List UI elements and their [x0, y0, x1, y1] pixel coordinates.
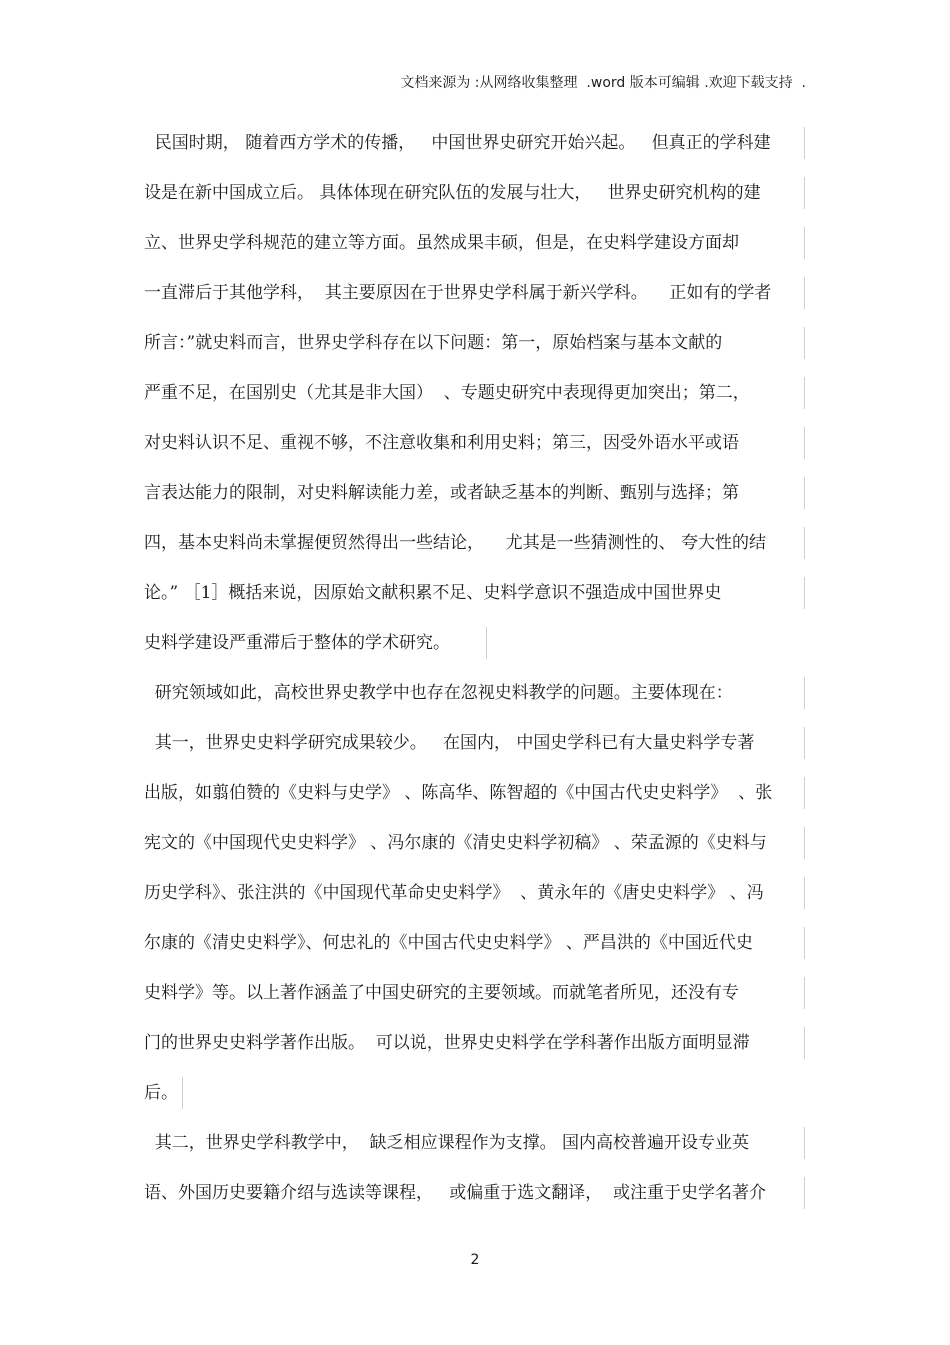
text-line: 其一，世界史史料学研究成果较少。 在国内， 中国史学科已有大量史料学专著: [144, 723, 806, 773]
text-line: 严重不足，在国别史（尤其是非大国） 、专题史研究中表现得更加突出；第二，: [144, 373, 806, 423]
text-line: 一直滞后于其他学科， 其主要原因在于世界史学科属于新兴学科。 正如有的学者: [144, 273, 806, 323]
text-line: 立、世界史学科规范的建立等方面。虽然成果丰硕，但是，在史料学建设方面却: [144, 223, 806, 273]
text-line: 言表达能力的限制，对史料解读能力差，或者缺乏基本的判断、甄别与选择；第: [144, 473, 806, 523]
text-line: 史料学建设严重滞后于整体的学术研究。: [144, 623, 806, 673]
text-line: 对史料认识不足、重视不够，不注意收集和利用史料；第三，因受外语水平或语: [144, 423, 806, 473]
page-number: 2: [470, 1252, 480, 1268]
text-line: 所言：”就史料而言，世界史学科存在以下问题：第一，原始档案与基本文献的: [144, 323, 806, 373]
text-line: 研究领域如此，高校世界史教学中也存在忽视史料教学的问题。主要体现在：: [144, 673, 806, 723]
text-line: 论。” ［1］概括来说，因原始文献积累不足、史料学意识不强造成中国世界史: [144, 573, 806, 623]
text-line: 史料学》等。以上著作涵盖了中国史研究的主要领域。而就笔者所见，还没有专: [144, 973, 806, 1023]
text-line: 语、外国历史要籍介绍与选读等课程， 或偏重于选文翻译， 或注重于史学名著介: [144, 1173, 806, 1223]
page-header: 文档来源为 :从网络收集整理 .word 版本可编辑 .欢迎下载支持 .: [400, 75, 806, 91]
text-line: 后。: [144, 1073, 806, 1123]
text-line: 宪文的《中国现代史史料学》 、冯尔康的《清史史料学初稿》 、荣孟源的《史料与: [144, 823, 806, 873]
text-line: 设是在新中国成立后。 具体体现在研究队伍的发展与壮大， 世界史研究机构的建: [144, 173, 806, 223]
text-line: 民国时期， 随着西方学术的传播， 中国世界史研究开始兴起。 但真正的学科建: [144, 123, 806, 173]
text-line: 出版，如翦伯赞的《史料与史学》 、陈高华、陈智超的《中国古代史史料学》 、张: [144, 773, 806, 823]
text-line: 历史学科》、张注洪的《中国现代革命史史料学》 、黄永年的《唐史史料学》 、冯: [144, 873, 806, 923]
text-line: 其二，世界史学科教学中， 缺乏相应课程作为支撑。 国内高校普遍开设专业英: [144, 1123, 806, 1173]
body-text: [144, 123, 806, 1223]
text-line: 门的世界史史料学著作出版。 可以说，世界史史料学在学科著作出版方面明显滞: [144, 1023, 806, 1073]
text-line: 四，基本史料尚未掌握便贸然得出一些结论， 尤其是一些猜测性的、 夸大性的结: [144, 523, 806, 573]
text-line: 尔康的《清史史料学》、何忠礼的《中国古代史史料学》 、严昌洪的《中国近代史: [144, 923, 806, 973]
